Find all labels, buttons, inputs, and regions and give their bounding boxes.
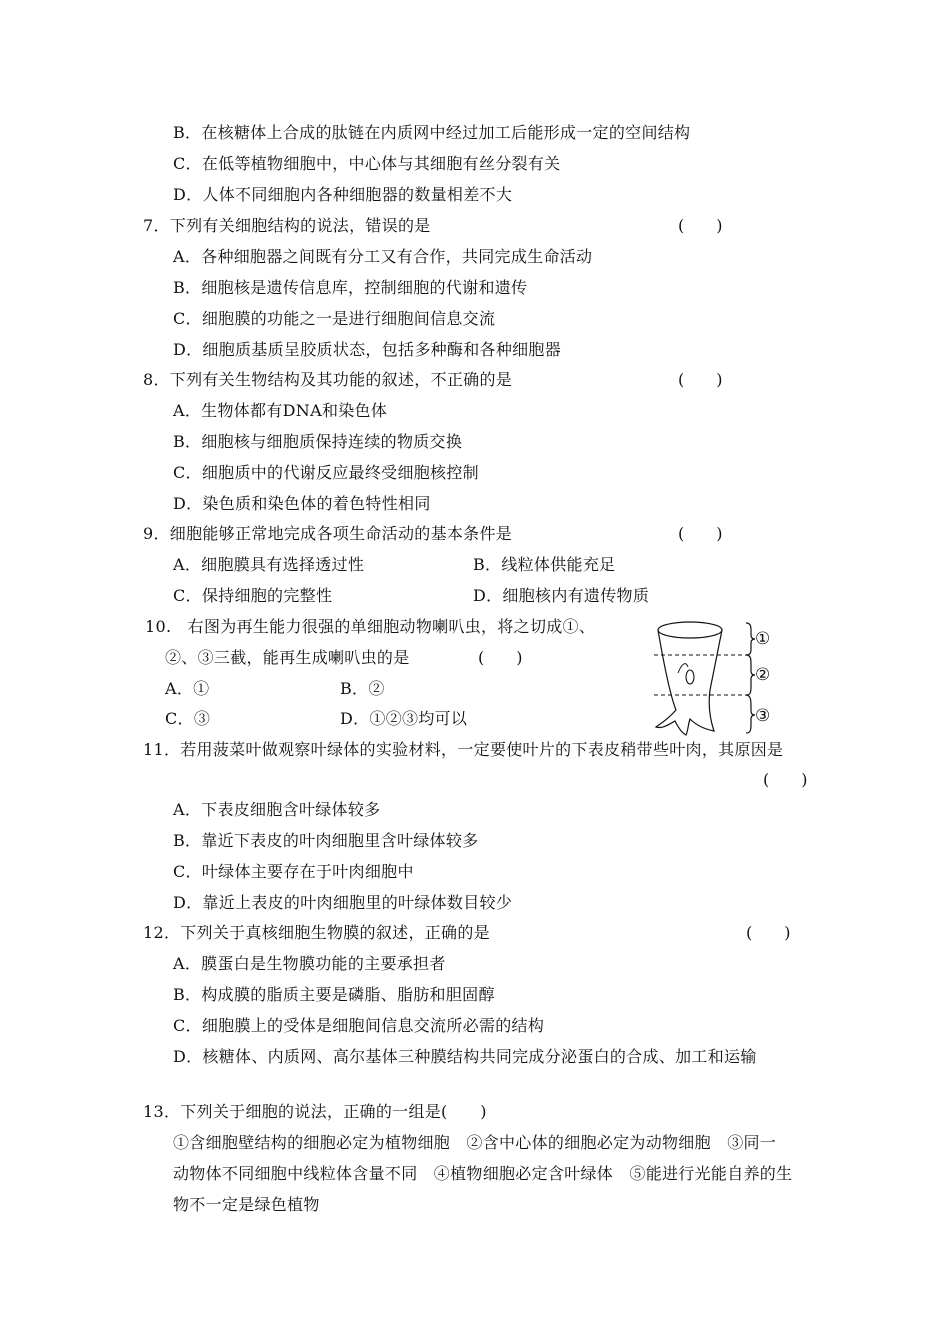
q7-option-b: B．细胞核是遗传信息库，控制细胞的代谢和遗传 xyxy=(173,278,528,297)
q9-answer-bracket: ( ) xyxy=(678,524,723,543)
q8-stem: 8．下列有关生物结构及其功能的叙述，不正确的是 xyxy=(143,370,513,389)
q9-stem: 9．细胞能够正常地完成各项生命活动的基本条件是 xyxy=(143,524,513,543)
q12-option-a: A．膜蛋白是生物膜功能的主要承担者 xyxy=(173,954,446,973)
q7-option-c: C．细胞膜的功能之一是进行细胞间信息交流 xyxy=(173,309,496,328)
prev-option-b: B．在核糖体上合成的肽链在内质网中经过加工后能形成一定的空间结构 xyxy=(173,123,691,142)
q8-option-d: D．染色质和染色体的着色特性相同 xyxy=(173,494,431,513)
q12-answer-bracket: ( ) xyxy=(746,923,791,942)
q8-answer-bracket: ( ) xyxy=(678,370,723,389)
q12-option-b: B．构成膜的脂质主要是磷脂、脂肪和胆固醇 xyxy=(173,985,495,1004)
q10-option-d: D．①②③均可以 xyxy=(340,709,468,728)
q10-option-c: C．③ xyxy=(165,709,211,728)
q10-stem-line1: 10. 右图为再生能力很强的单细胞动物喇叭虫，将之切成①、 xyxy=(145,617,596,636)
q7-answer-bracket: ( ) xyxy=(678,216,723,235)
q8-option-c: C．细胞质中的代谢反应最终受细胞核控制 xyxy=(173,463,479,482)
figure-label-2: ② xyxy=(755,665,771,685)
figure-label-1: ① xyxy=(755,629,771,649)
q13-stem: 13．下列关于细胞的说法，正确的一组是( ) xyxy=(143,1102,487,1121)
q13-statement-line3: 物不一定是绿色植物 xyxy=(173,1195,320,1214)
q11-stem: 11．若用菠菜叶做观察叶绿体的实验材料，一定要使叶片的下表皮稍带些叶肉，其原因是 xyxy=(143,740,784,759)
q11-option-a: A．下表皮细胞含叶绿体较多 xyxy=(173,800,381,819)
q10-answer-bracket: ( ) xyxy=(478,648,523,667)
q8-option-a: A．生物体都有DNA和染色体 xyxy=(173,401,388,420)
q10-option-a: A．① xyxy=(165,679,210,698)
q13-statement-line2: 动物体不同细胞中线粒体含量不同 ④植物细胞必定含叶绿体 ⑤能进行光能自养的生 xyxy=(173,1164,793,1183)
q12-option-d: D．核糖体、内质网、高尔基体三种膜结构共同完成分泌蛋白的合成、加工和运输 xyxy=(173,1047,757,1066)
q7-option-d: D．细胞质基质呈胶质状态，包括多种酶和各种细胞器 xyxy=(173,340,562,359)
q11-option-c: C．叶绿体主要存在于叶肉细胞中 xyxy=(173,862,414,881)
figure-label-3: ③ xyxy=(755,706,771,726)
q7-stem: 7．下列有关细胞结构的说法，错误的是 xyxy=(143,216,431,235)
trumpet-worm-figure xyxy=(648,615,778,745)
q11-answer-bracket: ( ) xyxy=(763,770,808,789)
q10-option-b: B．② xyxy=(340,679,385,698)
q11-option-b: B．靠近下表皮的叶肉细胞里含叶绿体较多 xyxy=(173,831,479,850)
prev-option-c: C．在低等植物细胞中，中心体与其细胞有丝分裂有关 xyxy=(173,154,561,173)
q9-option-a: A．细胞膜具有选择透过性 xyxy=(173,555,365,574)
q7-option-a: A．各种细胞器之间既有分工又有合作，共同完成生命活动 xyxy=(173,247,593,266)
q12-option-c: C．细胞膜上的受体是细胞间信息交流所必需的结构 xyxy=(173,1016,545,1035)
q11-option-d: D．靠近上表皮的叶肉细胞里的叶绿体数目较少 xyxy=(173,893,513,912)
q9-option-d: D．细胞核内有遗传物质 xyxy=(473,586,650,605)
q10-stem-line2: ②、③三截，能再生成喇叭虫的是 xyxy=(165,648,410,667)
q9-option-b: B．线粒体供能充足 xyxy=(473,555,616,574)
q12-stem: 12．下列关于真核细胞生物膜的叙述，正确的是 xyxy=(143,923,490,942)
q9-option-c: C．保持细胞的完整性 xyxy=(173,586,333,605)
prev-option-d: D．人体不同细胞内各种细胞器的数量相差不大 xyxy=(173,185,513,204)
q13-statement-line1: ①含细胞壁结构的细胞必定为植物细胞 ②含中心体的细胞必定为动物细胞 ③同一 xyxy=(173,1133,777,1152)
q8-option-b: B．细胞核与细胞质保持连续的物质交换 xyxy=(173,432,463,451)
